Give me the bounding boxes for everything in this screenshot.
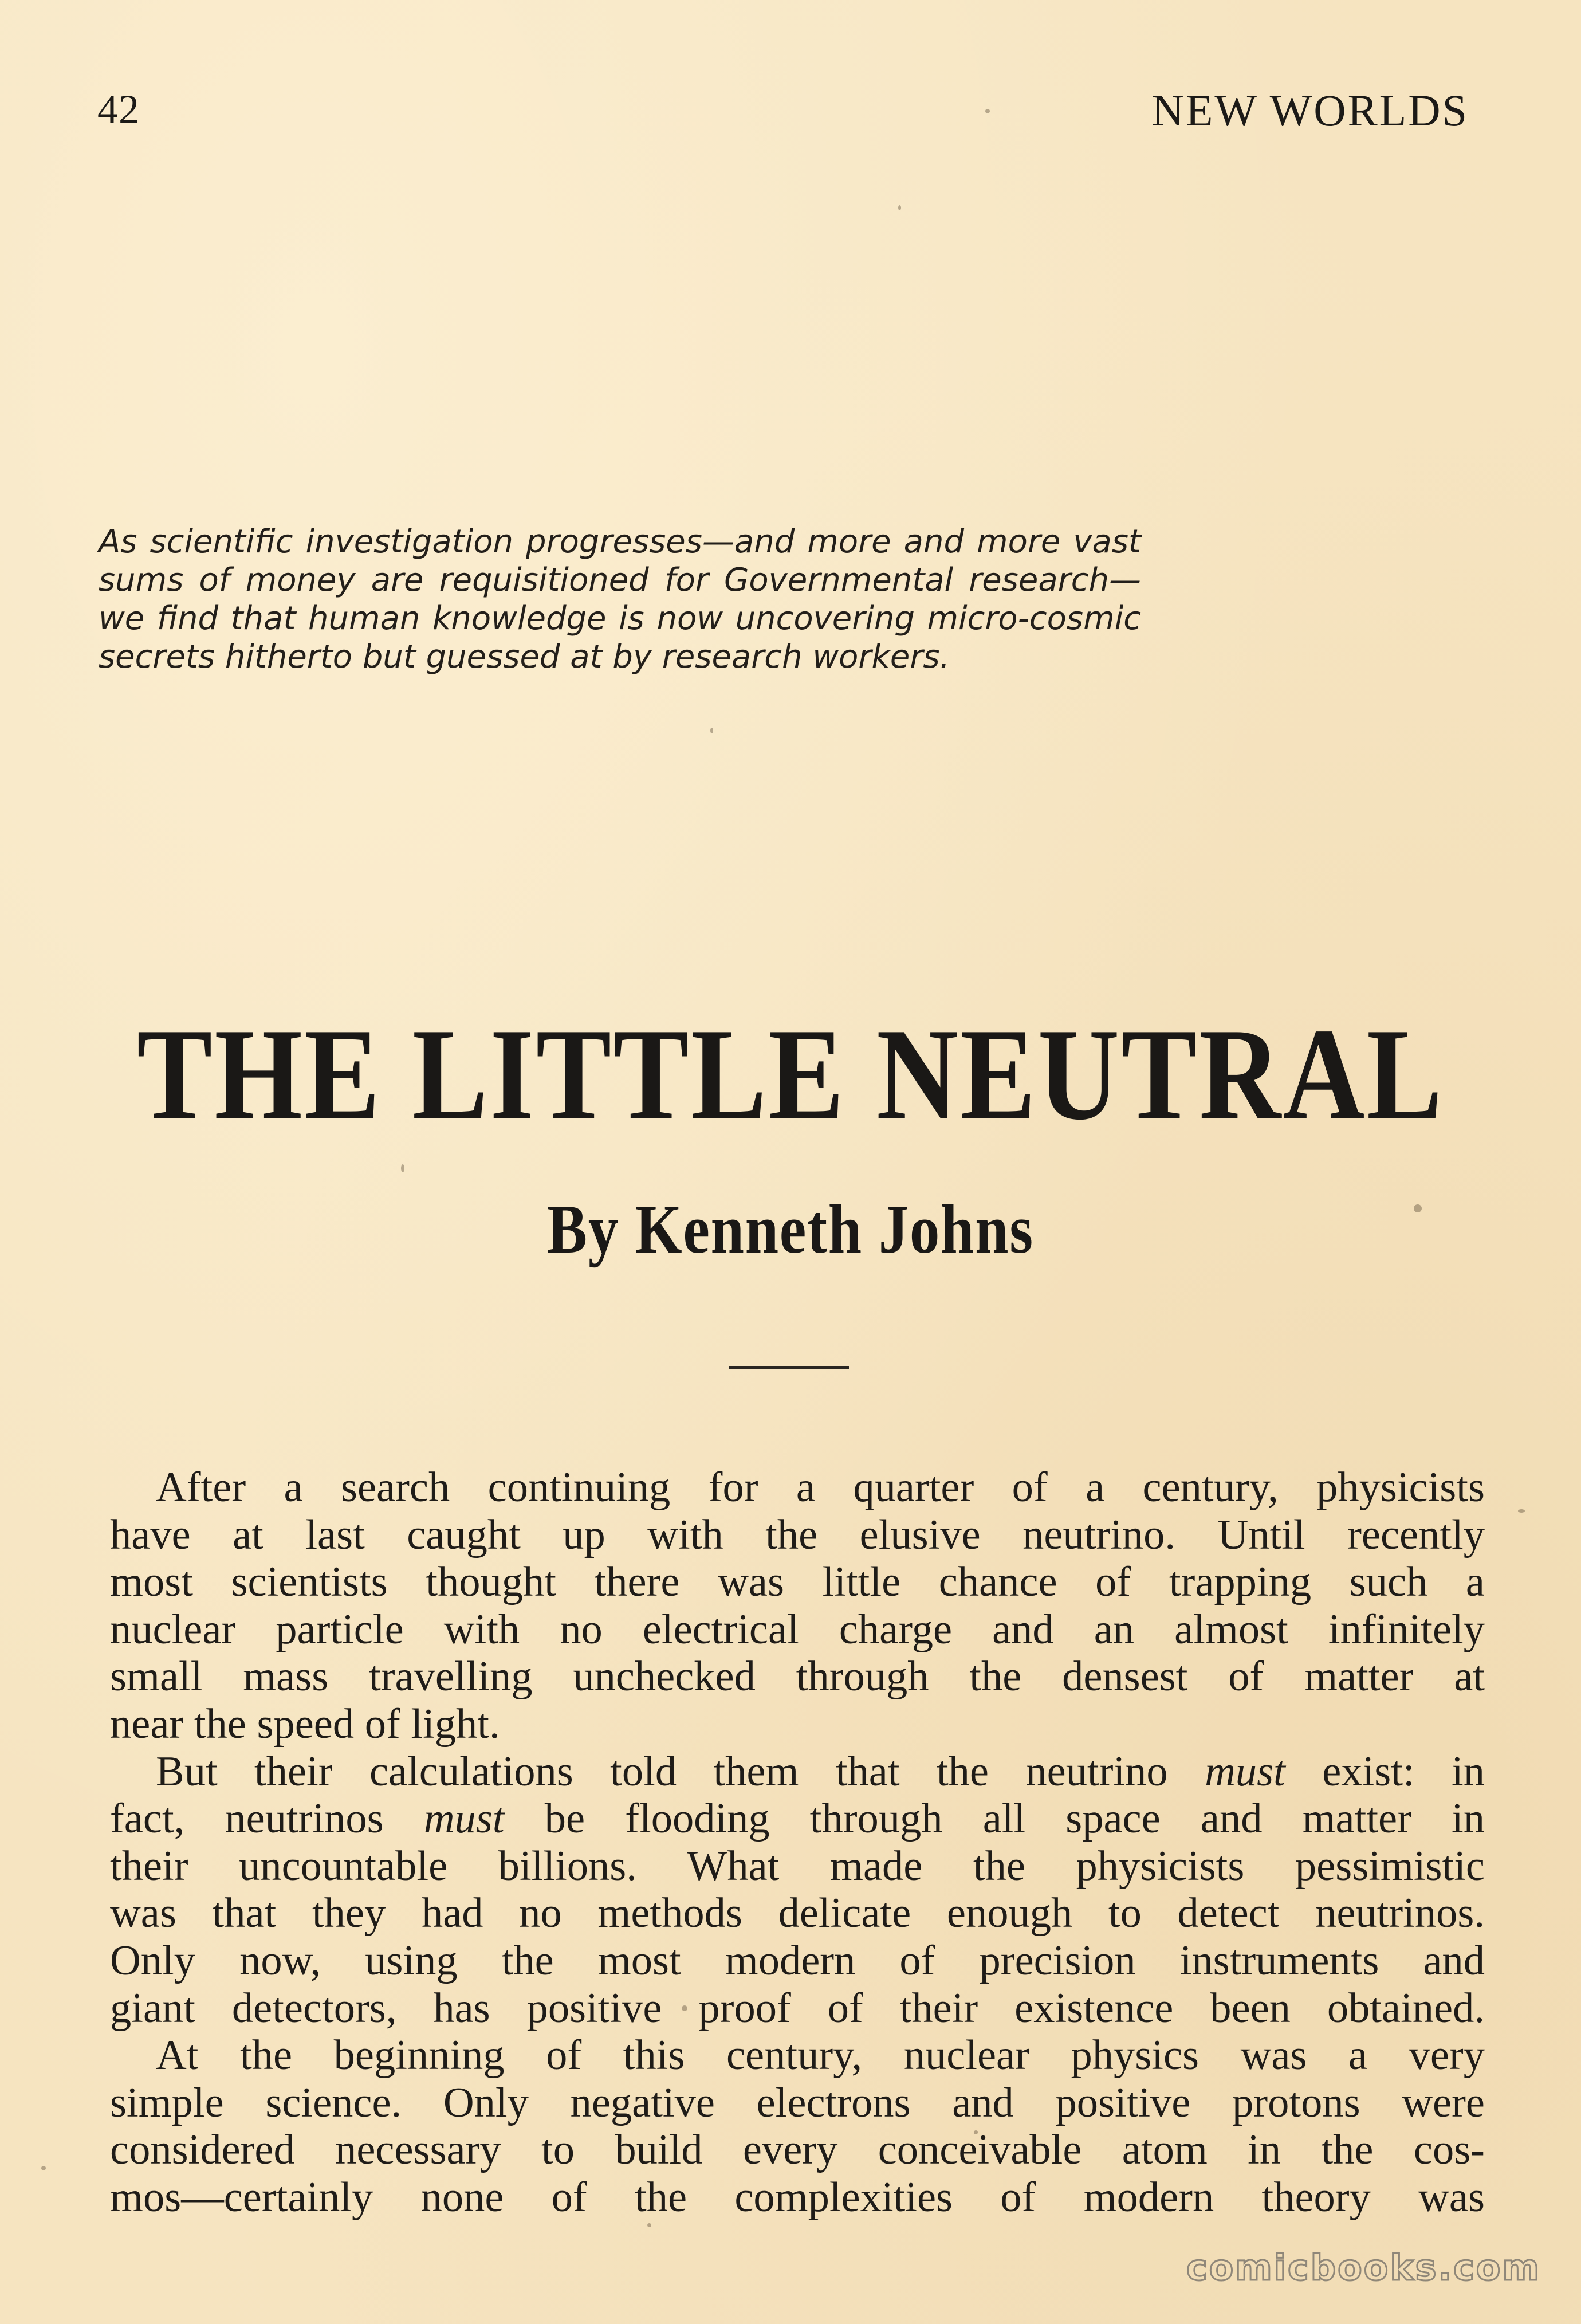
paper-speck [974,2130,978,2134]
paper-speck [41,2166,46,2170]
body-text-run: But their calculations told them that the neutrino [156,1748,1205,1795]
paragraph-3 [110,2032,1485,2221]
body-line [110,1748,1485,1796]
body-line: was that they had no methods delicate enough to detect neutrinos. [110,1890,1485,1937]
intro-line: sums of money are requisitioned for Governmental research— [99,562,1141,599]
body-line: simple science. Only negative electrons and positive protons were [110,2079,1485,2126]
paper-speck [647,2223,651,2227]
body-line: most scientists thought there was little chance of trapping such a [110,1559,1485,1606]
body-text-run: exist: in [1285,1748,1485,1795]
intro-line: secrets hitherto but guessed at by research workers. [99,638,950,676]
body-line [110,1795,1485,1843]
paper-speck [1518,1509,1525,1513]
article-title: THE LITTLE NEUTRAL [136,1001,1445,1147]
body-line: giant detectors, has positive proof of their existence been obtained. [110,1984,1485,2032]
body-line: considered necessary to build every conceivable atom in the cos- [110,2126,1485,2174]
body-line: After a search continuing for a quarter of a century, physicists [156,1464,1485,1511]
body-text-run: be flooding through all space and matter in [504,1795,1485,1843]
intro-line: As scientific investigation progresses—and more and more vast [99,523,1141,560]
paragraph-2 [110,1748,1485,2032]
emphasis-must: must [1205,1748,1285,1795]
body-line: nuclear particle with no electrical charge and an almost infinitely [110,1605,1485,1653]
body-line: Only now, using the most modern of precision instruments and [110,1937,1485,1984]
emphasis-must: must [423,1795,505,1843]
paragraph-1 [110,1464,1485,1748]
page-number: 42 [97,87,140,132]
article-body [110,1464,1485,2221]
paper-speck [401,1164,404,1172]
body-line: At the beginning of this century, nuclear physics was a very [156,2032,1485,2079]
body-line: small mass travelling unchecked through the densest of matter at [110,1653,1485,1701]
paper-speck [985,109,990,113]
intro-blurb [99,523,1141,676]
body-line: their uncountable billions. What made the physicists pessimistic [110,1842,1485,1890]
intro-line: we find that human knowledge is now uncovering micro-cosmic [99,600,1141,637]
paper-speck [710,728,713,733]
running-header-title: NEW WORLDS [1151,85,1469,135]
article-byline: By Kenneth Johns [547,1191,1034,1268]
body-text-run: fact, neutrinos [110,1795,424,1843]
paper-speck [682,2005,687,2011]
body-line: mos—certainly none of the complexities of modern theory was [110,2173,1485,2221]
body-line: have at last caught up with the elusive neutrino. Until recently [110,1511,1485,1559]
title-divider [729,1366,849,1369]
body-line: near the speed of light. [110,1700,500,1748]
paper-speck [898,205,901,210]
site-watermark: comicbooks.com [1186,2247,1541,2288]
paper-speck [1414,1204,1422,1212]
